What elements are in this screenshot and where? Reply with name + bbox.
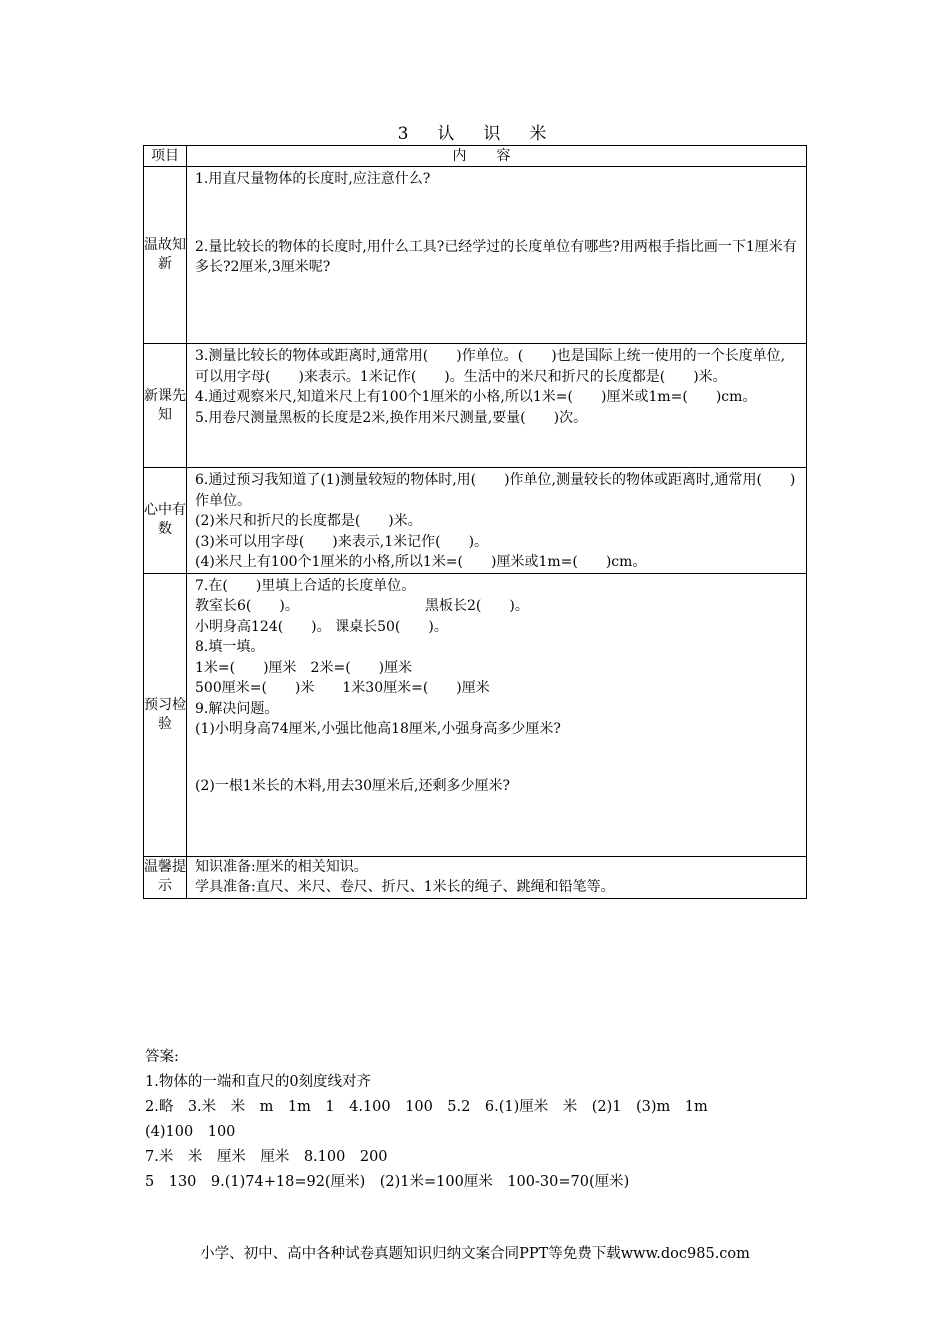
- fill-item: 黑板长2( )。: [425, 598, 529, 614]
- answer-line: 5 130 9.(1)74+18=92(厘米) (2)1米=100厘米 100-30=70(厘米): [145, 1174, 630, 1190]
- tip-line: 学具准备:直尺、米尺、卷尺、折尺、1米长的绳子、跳绳和铅笔等。: [195, 879, 615, 895]
- section-preview-test: [144, 573, 807, 856]
- question-line: 5.用卷尺测量黑板的长度是2米,换作用米尺测量,要量( )次。: [195, 409, 588, 426]
- answer-section: [145, 1045, 805, 1195]
- question-line: 9.解决问题。: [195, 700, 279, 717]
- section-content: [187, 468, 807, 574]
- question-line: 7.在( )里填上合适的长度单位。: [195, 577, 416, 594]
- section-label: 温故知新: [144, 167, 187, 344]
- section-label: 预习检验: [144, 573, 187, 856]
- section-tips: [144, 856, 807, 898]
- section-label: 新课先知: [144, 344, 187, 468]
- answer-line: 1.物体的一端和直尺的0刻度线对齐: [145, 1074, 372, 1090]
- section-label: 温馨提示: [144, 856, 187, 898]
- answer-line: 2.略 3.米 米 m 1m 1 4.100 100 5.2 6.(1)厘米 米 (2)1 (3)m 1m: [145, 1099, 708, 1115]
- section-content: [187, 344, 807, 468]
- section-content: [187, 573, 807, 856]
- section-new-lesson: [144, 344, 807, 468]
- question-line: (3)米可以用字母( )来表示,1米记作( )。: [195, 533, 489, 550]
- page-title: 3 认 识 米: [397, 124, 553, 144]
- header-content: 内容: [187, 146, 807, 167]
- question-line: 8.填一填。: [195, 639, 265, 655]
- answer-line: 7.米 米 厘米 厘米 8.100 200: [145, 1149, 388, 1165]
- question-line: 1.用直尺量物体的长度时,应注意什么?: [195, 171, 431, 187]
- question-line: [195, 596, 799, 617]
- question-line: (1)小明身高74厘米,小强比他高18厘米,小强身高多少厘米?: [195, 721, 561, 737]
- question-line: (2)一根1米长的木料,用去30厘米后,还剩多少厘米?: [195, 777, 510, 794]
- question-line: 6.通过预习我知道了(1)测量较短的物体时,用( )作单位,测量较长的物体或距离时,通常用( )作单位。: [195, 472, 796, 509]
- question-line: (2)米尺和折尺的长度都是( )米。: [195, 513, 422, 529]
- header-item: 项目: [144, 146, 187, 167]
- answer-heading: 答案:: [145, 1049, 179, 1065]
- table-header-row: [144, 146, 807, 167]
- question-line: 4.通过观察米尺,知道米尺上有100个1厘米的小格,所以1米=( )厘米或1m=( )cm。: [195, 389, 757, 405]
- section-content: [187, 167, 807, 344]
- question-line: 2.量比较长的物体的长度时,用什么工具?已经学过的长度单位有哪些?用两根手指比画一下1厘米有多长?2厘米,3厘米呢?: [195, 238, 797, 275]
- question-line: 500厘米=( )米 1米30厘米=( )厘米: [195, 680, 490, 696]
- section-label: 心中有数: [144, 468, 187, 574]
- section-content: [187, 856, 807, 898]
- question-line: 3.测量比较长的物体或距离时,通常用( )作单位。( )也是国际上统一使用的一个长度单位,可以用字母( )来表示。1米记作( )。生活中的米尺和折尺的长度都是( )米。: [195, 348, 786, 385]
- section-review: [144, 167, 807, 344]
- question-line: (4)米尺上有100个1厘米的小格,所以1米=( )厘米或1m=( )cm。: [195, 554, 647, 570]
- question-line: 小明身高124( )。 课桌长50( )。: [195, 618, 448, 635]
- preview-table: [143, 145, 807, 899]
- section-self-check: [144, 468, 807, 574]
- tip-line: 知识准备:厘米的相关知识。: [195, 858, 368, 875]
- fill-item: 教室长6( )。: [195, 598, 299, 614]
- footer-banner: 小学、初中、高中各种试卷真题知识归纳文案合同PPT等免费下载www.doc985.com: [200, 1246, 750, 1262]
- answer-line: (4)100 100: [145, 1124, 236, 1140]
- question-line: 1米=( )厘米 2米=( )厘米: [195, 659, 413, 676]
